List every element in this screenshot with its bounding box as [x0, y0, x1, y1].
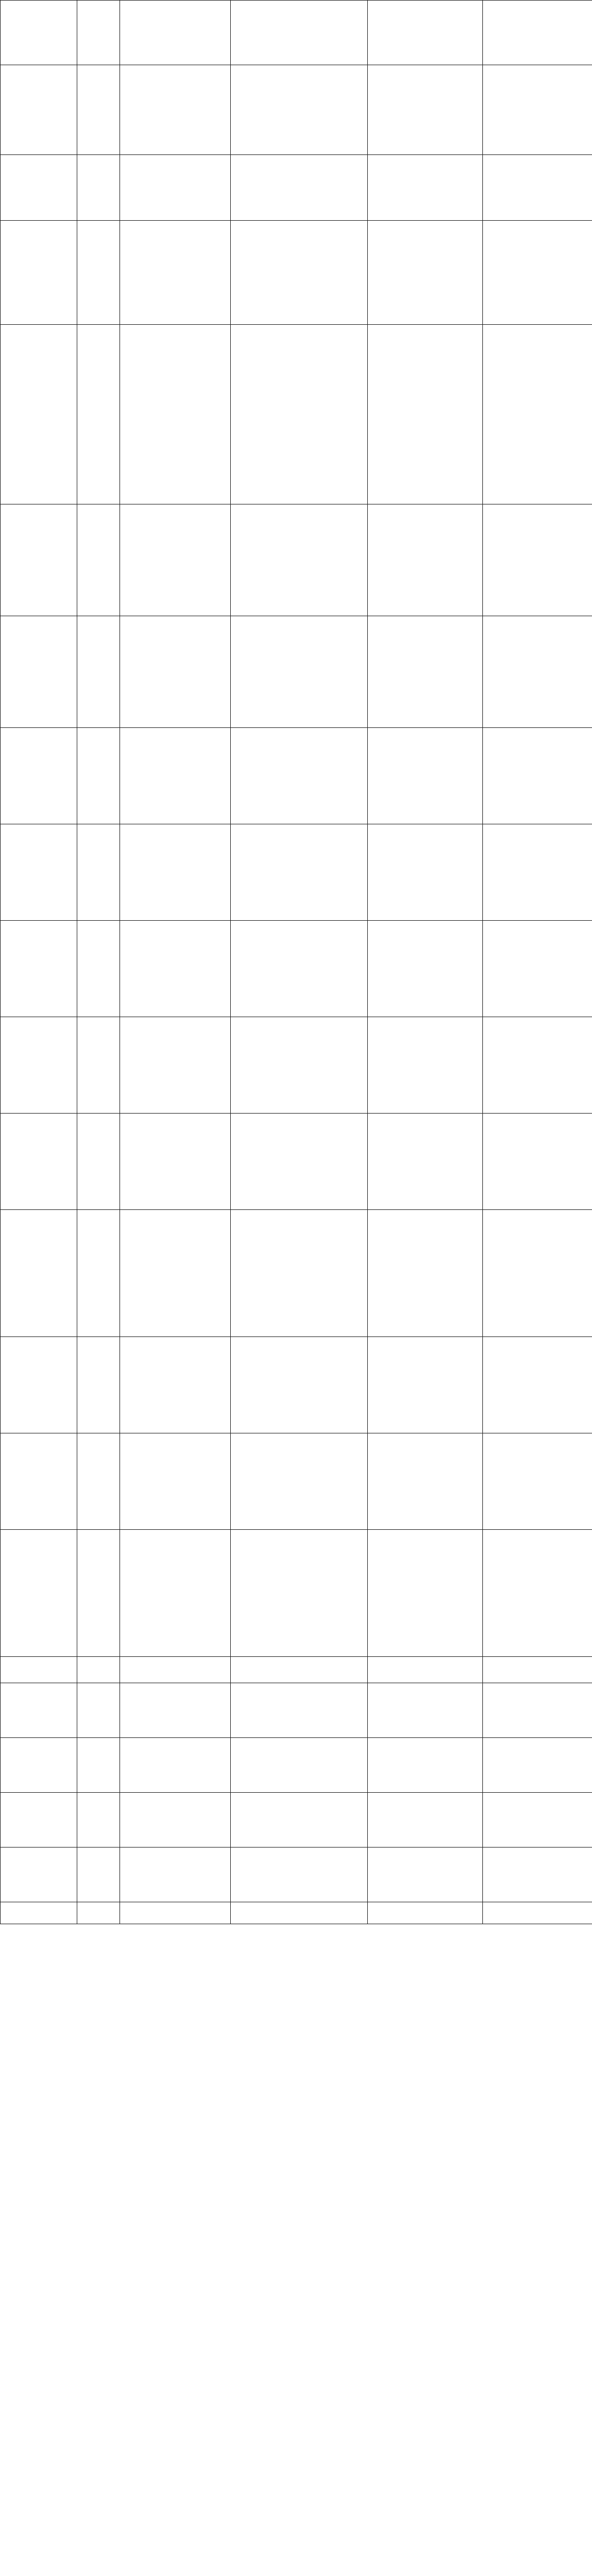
cell-count	[77, 325, 120, 504]
cell-count	[77, 728, 120, 824]
table-row	[1, 155, 592, 221]
cell-education	[231, 1738, 368, 1793]
table-row	[1, 1433, 592, 1530]
header-count	[77, 1, 120, 65]
cell-major	[120, 325, 231, 504]
table-footer-row	[1, 1902, 592, 1924]
table-row	[1, 1848, 592, 1902]
cell-major	[120, 1433, 231, 1530]
cell-education	[231, 155, 368, 221]
cell-major	[120, 824, 231, 921]
cell-other	[368, 1793, 483, 1848]
table-row	[1, 1114, 592, 1210]
cell-education	[231, 1683, 368, 1738]
cell-position	[1, 1738, 77, 1793]
cell-education	[231, 1530, 368, 1657]
cell-other	[368, 728, 483, 824]
cell-education	[231, 1017, 368, 1114]
cell-other	[368, 1848, 483, 1902]
cell-remarks	[483, 65, 592, 155]
cell-count	[77, 1793, 120, 1848]
cell-major	[120, 1738, 231, 1793]
table-row	[1, 1793, 592, 1848]
cell-other	[368, 1683, 483, 1738]
cell-education	[231, 221, 368, 325]
cell-count	[77, 921, 120, 1017]
table-row	[1, 325, 592, 504]
table-row	[1, 921, 592, 1017]
cell-other	[368, 616, 483, 728]
cell-other	[368, 1337, 483, 1433]
footer-empty-cell	[120, 1902, 231, 1924]
cell-count	[77, 1114, 120, 1210]
cell-education	[231, 728, 368, 824]
cell-count	[77, 1848, 120, 1902]
cell-count	[77, 1530, 120, 1657]
cell-education	[231, 1657, 368, 1683]
cell-other	[368, 1657, 483, 1683]
table-row	[1, 504, 592, 616]
cell-other	[368, 824, 483, 921]
cell-major	[120, 728, 231, 824]
cell-other	[368, 325, 483, 504]
cell-other	[368, 155, 483, 221]
cell-education	[231, 325, 368, 504]
cell-count	[77, 65, 120, 155]
table-row	[1, 1657, 592, 1683]
cell-position	[1, 1017, 77, 1114]
cell-major	[120, 921, 231, 1017]
table-row	[1, 1683, 592, 1738]
cell-count	[77, 504, 120, 616]
footer-empty-cell	[483, 1902, 592, 1924]
table-row	[1, 221, 592, 325]
cell-position	[1, 1433, 77, 1530]
cell-remarks	[483, 504, 592, 616]
cell-education	[231, 1848, 368, 1902]
cell-count	[77, 616, 120, 728]
cell-major	[120, 1337, 231, 1433]
cell-other	[368, 221, 483, 325]
cell-position	[1, 155, 77, 221]
cell-other	[368, 921, 483, 1017]
cell-education	[231, 824, 368, 921]
cell-remarks	[483, 1530, 592, 1657]
table-row	[1, 65, 592, 155]
header-position	[1, 1, 77, 65]
cell-remarks	[483, 221, 592, 325]
cell-education	[231, 65, 368, 155]
header-major	[120, 1, 231, 65]
total-count	[77, 1902, 120, 1924]
table-row	[1, 616, 592, 728]
footer-empty-cell	[231, 1902, 368, 1924]
cell-major	[120, 504, 231, 616]
cell-remarks	[483, 1210, 592, 1337]
cell-position	[1, 1114, 77, 1210]
header-other	[368, 1, 483, 65]
cell-education	[231, 921, 368, 1017]
cell-remarks	[483, 1793, 592, 1848]
cell-other	[368, 1530, 483, 1657]
cell-position	[1, 1337, 77, 1433]
cell-remarks	[483, 1683, 592, 1738]
cell-major	[120, 155, 231, 221]
table-header-row	[1, 1, 592, 65]
cell-remarks	[483, 1433, 592, 1530]
cell-count	[77, 1337, 120, 1433]
cell-education	[231, 1793, 368, 1848]
cell-other	[368, 1433, 483, 1530]
cell-education	[231, 1210, 368, 1337]
cell-remarks	[483, 1657, 592, 1683]
cell-remarks	[483, 325, 592, 504]
cell-remarks	[483, 1848, 592, 1902]
cell-count	[77, 1683, 120, 1738]
cell-count	[77, 824, 120, 921]
cell-major	[120, 1017, 231, 1114]
cell-position	[1, 504, 77, 616]
cell-remarks	[483, 921, 592, 1017]
cell-other	[368, 1017, 483, 1114]
cell-major	[120, 1657, 231, 1683]
cell-other	[368, 504, 483, 616]
cell-position	[1, 824, 77, 921]
table-row	[1, 824, 592, 921]
cell-count	[77, 155, 120, 221]
cell-position	[1, 65, 77, 155]
cell-position	[1, 1793, 77, 1848]
cell-major	[120, 1210, 231, 1337]
table-row	[1, 1738, 592, 1793]
cell-count	[77, 1017, 120, 1114]
cell-major	[120, 1848, 231, 1902]
cell-position	[1, 1657, 77, 1683]
cell-position	[1, 921, 77, 1017]
cell-position	[1, 1848, 77, 1902]
header-remarks	[483, 1, 592, 65]
cell-major	[120, 65, 231, 155]
cell-position	[1, 1683, 77, 1738]
cell-remarks	[483, 824, 592, 921]
cell-remarks	[483, 1738, 592, 1793]
cell-position	[1, 325, 77, 504]
cell-other	[368, 65, 483, 155]
cell-position	[1, 1530, 77, 1657]
cell-education	[231, 504, 368, 616]
cell-remarks	[483, 1337, 592, 1433]
cell-major	[120, 1683, 231, 1738]
cell-position	[1, 728, 77, 824]
cell-education	[231, 1433, 368, 1530]
cell-major	[120, 221, 231, 325]
total-label	[1, 1902, 77, 1924]
table-row	[1, 728, 592, 824]
cell-position	[1, 221, 77, 325]
cell-count	[77, 1738, 120, 1793]
cell-position	[1, 1210, 77, 1337]
cell-education	[231, 616, 368, 728]
cell-major	[120, 616, 231, 728]
cell-count	[77, 1433, 120, 1530]
footer-empty-cell	[368, 1902, 483, 1924]
cell-other	[368, 1114, 483, 1210]
cell-education	[231, 1114, 368, 1210]
cell-other	[368, 1210, 483, 1337]
table-body	[1, 65, 592, 1902]
cell-count	[77, 221, 120, 325]
table-row	[1, 1530, 592, 1657]
cell-remarks	[483, 616, 592, 728]
cell-position	[1, 616, 77, 728]
table-row	[1, 1017, 592, 1114]
cell-remarks	[483, 1017, 592, 1114]
cell-remarks	[483, 728, 592, 824]
header-education	[231, 1, 368, 65]
cell-count	[77, 1210, 120, 1337]
cell-remarks	[483, 1114, 592, 1210]
cell-count	[77, 1657, 120, 1683]
cell-major	[120, 1530, 231, 1657]
cell-other	[368, 1738, 483, 1793]
table-row	[1, 1210, 592, 1337]
cell-major	[120, 1793, 231, 1848]
cell-education	[231, 1337, 368, 1433]
table-row	[1, 1337, 592, 1433]
cell-remarks	[483, 155, 592, 221]
cell-major	[120, 1114, 231, 1210]
